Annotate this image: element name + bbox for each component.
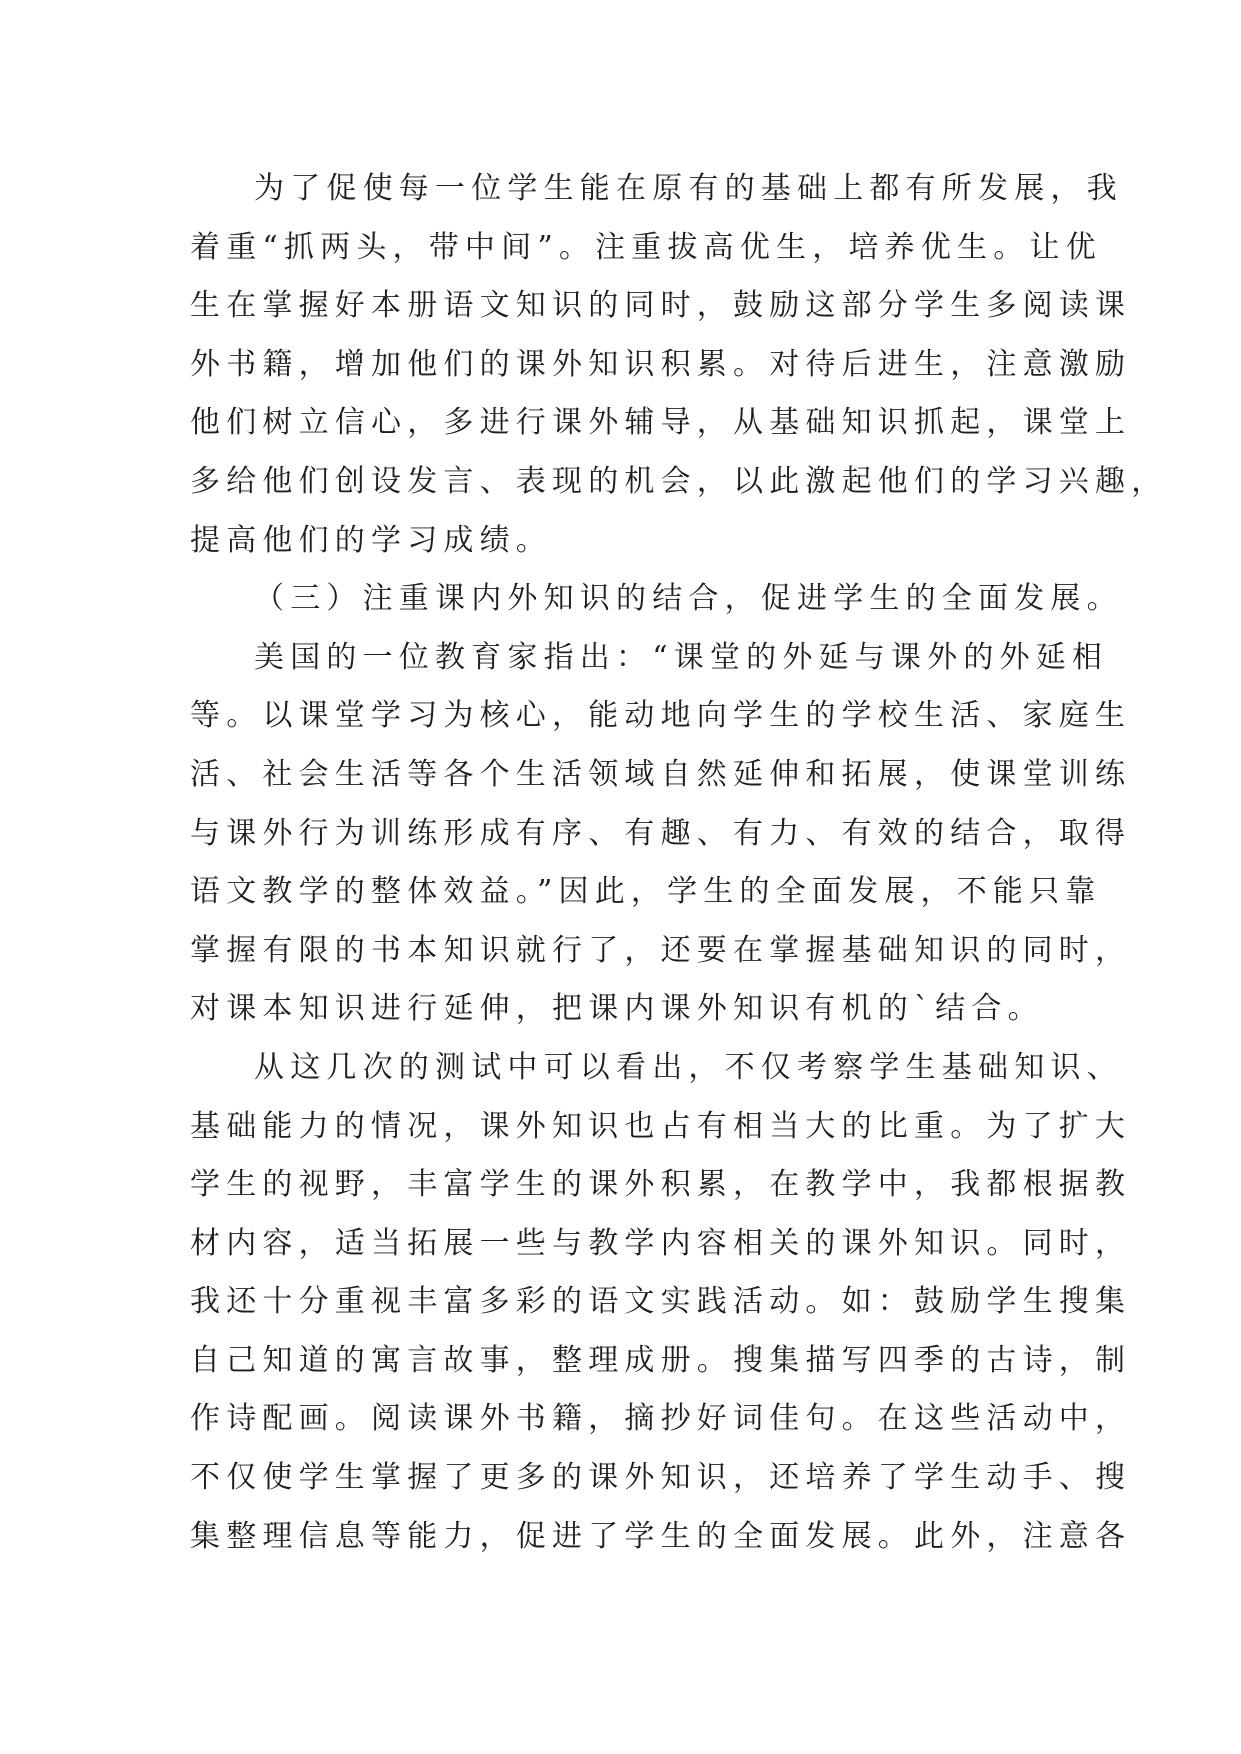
paragraph-line: 语文教学的整体效益。”因此，学生的全面发展，不能只靠 <box>190 874 1102 910</box>
paragraph-line: 活、社会生活等各个生活领域自然延伸和拓展，使课堂训练 <box>190 756 1132 792</box>
paragraph-line: 外书籍，增加他们的课外知识积累。对待后进生，注意激励 <box>190 346 1132 382</box>
section-heading: （三）注重课内外知识的结合，促进学生的全面发展。 <box>254 581 1123 617</box>
paragraph-line: 美国的一位教育家指出：“课堂的外延与课外的外延相 <box>254 639 1109 675</box>
paragraph-line: 掌握有限的书本知识就行了，还要在掌握基础知识的同时， <box>190 932 1132 968</box>
paragraph-line: 与课外行为训练形成有序、有趣、有力、有效的结合，取得 <box>190 815 1132 851</box>
paragraph-line: 提高他们的学习成绩。 <box>190 522 552 558</box>
paragraph-line: 材内容，适当拓展一些与教学内容相关的课外知识。同时， <box>190 1225 1132 1261</box>
paragraph-line: 集整理信息等能力，促进了学生的全面发展。此外，注意各 <box>190 1518 1132 1554</box>
paragraph-line: 基础能力的情况，课外知识也占有相当大的比重。为了扩大 <box>190 1108 1132 1144</box>
paragraph-line: 对课本知识进行延伸，把课内课外知识有机的`结合。 <box>190 991 1044 1027</box>
body-text <box>190 160 1168 1566</box>
paragraph-line: 自己知道的寓言故事，整理成册。搜集描写四季的古诗，制 <box>190 1342 1132 1378</box>
paragraph-line: 生在掌握好本册语文知识的同时，鼓励这部分学生多阅读课 <box>190 288 1132 324</box>
paragraph-line: 学生的视野，丰富学生的课外积累，在教学中，我都根据教 <box>190 1167 1132 1203</box>
paragraph-line: 不仅使学生掌握了更多的课外知识，还培养了学生动手、搜 <box>190 1460 1132 1496</box>
paragraph-line: 等。以课堂学习为核心，能动地向学生的学校生活、家庭生 <box>190 698 1132 734</box>
paragraph-line: 着重“抓两头，带中间”。注重拔高优生，培养优生。让优 <box>190 229 1102 265</box>
paragraph-line: 多给他们创设发言、表现的机会，以此激起他们的学习兴趣， <box>190 463 1168 499</box>
paragraph-line: 我还十分重视丰富多彩的语文实践活动。如：鼓励学生搜集 <box>190 1284 1132 1320</box>
paragraph-line: 从这几次的测试中可以看出，不仅考察学生基础知识、 <box>254 1049 1123 1085</box>
paragraph-line: 作诗配画。阅读课外书籍，摘抄好词佳句。在这些活动中， <box>190 1401 1132 1437</box>
paragraph-line: 他们树立信心，多进行课外辅导，从基础知识抓起，课堂上 <box>190 405 1132 441</box>
paragraph-line: 为了促使每一位学生能在原有的基础上都有所发展，我 <box>254 171 1123 206</box>
